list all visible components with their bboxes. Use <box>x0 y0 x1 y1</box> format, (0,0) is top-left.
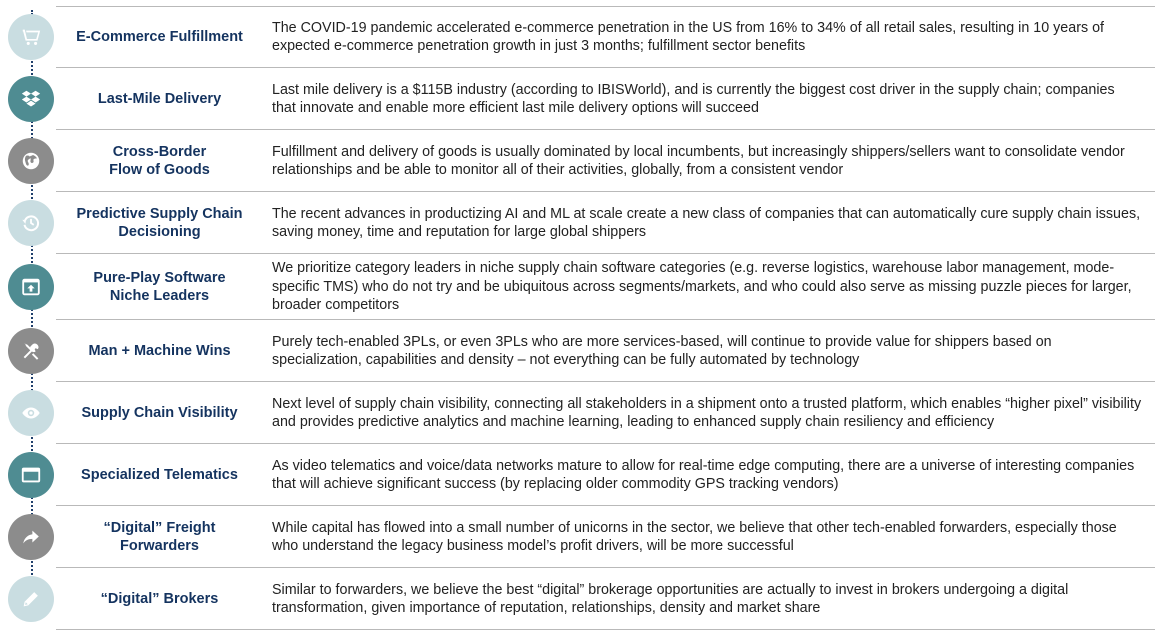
theme-title: E-Commerce Fulfillment <box>76 29 243 45</box>
tools-icon <box>8 328 54 374</box>
theme-title: “Digital” Freight Forwarders <box>103 520 216 554</box>
theme-row-last-mile-delivery <box>0 68 1158 130</box>
theme-description: Last mile delivery is a $115B industry (according to IBISWorld), and is currently the biggest cost driver in the supply chain; companies that innovate and enable more efficient last mile delivery options will succeed <box>272 81 1115 116</box>
theme-title: Cross-Border Flow of Goods <box>109 144 210 178</box>
theme-title: Last-Mile Delivery <box>97 91 222 107</box>
theme-title: Supply Chain Visibility <box>81 405 238 421</box>
shopping-cart-icon <box>8 14 54 60</box>
theme-title: Predictive Supply Chain Decisioning <box>76 206 243 240</box>
theme-description: We prioritize category leaders in niche supply chain software categories (e.g. reverse logistics, warehouse labor management, mode-specific TMS) who do not try and be ubiquitous across segments/markets, and who could also serve as missing puzzle pieces for larger, broader competitors <box>272 260 1132 314</box>
theme-row-supply-chain-visibility <box>0 382 1158 444</box>
dropbox-icon <box>8 76 54 122</box>
theme-description: While capital has flowed into a small number of unicorns in the sector, we believe that other tech-enabled forwarders, especially those who understand the legacy business model’s profit drivers, will be more successful <box>272 519 1117 554</box>
eye-icon <box>8 390 54 436</box>
theme-description: The COVID-19 pandemic accelerated e-commerce penetration in the US from 16% to 34% of all retail sales, resulting in 10 years of expected e-commerce penetration growth in just 3 months; fulfillment sector benefits <box>272 19 1105 54</box>
app-upload-icon <box>8 264 54 310</box>
theme-row-digital-brokers <box>0 568 1158 630</box>
globe-icon <box>8 138 54 184</box>
theme-description: The recent advances in productizing AI and ML at scale create a new class of companies that can automatically cure supply chain issues, saving money, time and reputation for large global shippers <box>272 205 1141 240</box>
share-arrow-icon <box>8 514 54 560</box>
theme-title: Specialized Telematics <box>81 467 238 483</box>
row-divider <box>56 629 1155 630</box>
theme-title: Pure-Play Software Niche Leaders <box>93 270 226 304</box>
theme-description: Similar to forwarders, we believe the best “digital” brokerage opportunities are actually to invest in brokers undergoing a digital transformation, given importance of reputation, relationships, density and market share <box>272 581 1069 616</box>
theme-row-predictive-supply-chain <box>0 192 1158 254</box>
pencil-icon <box>8 576 54 622</box>
theme-row-pure-play-software <box>0 254 1158 320</box>
theme-row-digital-freight-forwarders <box>0 506 1158 568</box>
theme-description: Purely tech-enabled 3PLs, or even 3PLs who are more services-based, will continue to provide value for shippers based on specialization, capabilities and density – not everything can be fully automated by technology <box>272 333 1052 368</box>
theme-description: Fulfillment and delivery of goods is usually dominated by local incumbents, but increasingly shippers/sellers want to consolidate vendor relationships and be able to monitor all of their activities, globally, from a consistent vendor <box>272 143 1125 178</box>
browser-window-icon <box>8 452 54 498</box>
theme-row-man-machine <box>0 320 1158 382</box>
theme-row-specialized-telematics <box>0 444 1158 506</box>
theme-description: Next level of supply chain visibility, connecting all stakeholders in a shipment onto a trusted platform, which enables “higher pixel” visibility and provides predictive analytics and machine learning, leading to enhanced supply chain resiliency and efficiency <box>272 395 1142 430</box>
theme-description: As video telematics and voice/data networks mature to allow for real-time edge computing, there are a universe of interesting companies that will achieve significant success (by replacing older commodity GPS tracking vendors) <box>272 457 1135 492</box>
theme-title: Man + Machine Wins <box>88 343 231 359</box>
theme-row-ecommerce-fulfillment <box>0 6 1158 68</box>
history-icon <box>8 200 54 246</box>
theme-title: “Digital” Brokers <box>100 591 219 607</box>
theme-row-cross-border <box>0 130 1158 192</box>
